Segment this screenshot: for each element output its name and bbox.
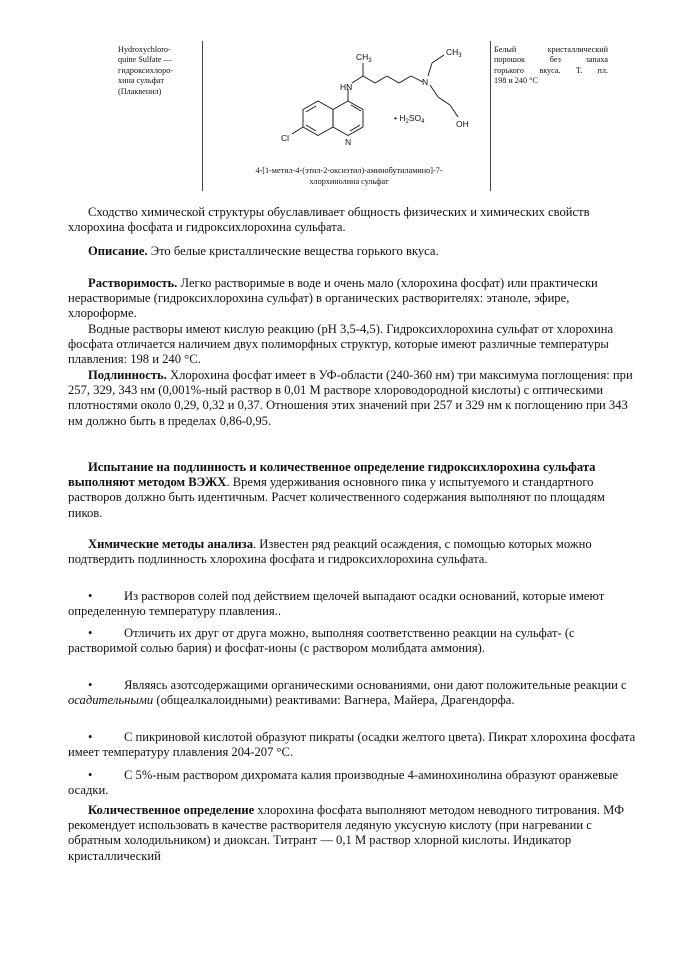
paragraph-solubility (68, 276, 640, 322)
list-item-emphasis: осадительными (68, 693, 154, 708)
compound-name-line: quine Sulfate — (118, 55, 172, 65)
hydroxyl-label: OH (456, 119, 469, 129)
text-description: Это белые кристаллические вещества горького вкуса. (147, 244, 439, 258)
heading-description: Описание. (88, 244, 148, 258)
text-chemical-methods: . Известен ряд реакций осаждения, с помощью которых можно подтвердить подлинность хлорохина фосфата и гидроксихлорохина сульфата. (68, 537, 592, 567)
list-item (68, 626, 640, 656)
paragraph-description (68, 244, 640, 259)
bullet-icon: • (88, 626, 93, 640)
heading-chemical-methods: Химические методы анализа (88, 537, 253, 551)
compound-name-line: хина сульфат (118, 76, 164, 86)
structure-caption (206, 165, 492, 187)
list-item-text: С 5%-ным раствором дихромата калия производные 4-аминохинолина образуют оранжевые осадки. (68, 768, 619, 798)
list-item (68, 589, 640, 619)
heading-assay: Количественное определение (88, 803, 255, 817)
list-item-text: (общеалкалоидными) реактивами: Вагнера, Майера, Драгендорфа. (153, 693, 515, 708)
text-solubility: Легко растворимые в воде и очень мало (хлорохина фосфат) или практически нерастворимые (гидроксихлорохина сульфат) в органических растворителях: этаноле, эфире, хлороформе. (68, 276, 598, 321)
paragraph-assay (68, 803, 640, 864)
compound-name-line: Hydroxychloro- (118, 45, 171, 54)
sulfate-label: • $H_2SO_4$ (394, 113, 425, 125)
list-item (68, 678, 640, 708)
amine-label: HN (340, 82, 353, 92)
list-item-text: Из растворов солей под действием щелочей выпадают осадки оснований, которые имеют определенную температуру плавления.. (68, 589, 605, 619)
paragraph-chemical-methods (68, 537, 640, 567)
caption-line: 4-[1-метил-4-(этил-2-оксиэтил)-аминобутиламино]-7- (255, 166, 443, 175)
description-line: 198 и 240 °С (494, 76, 538, 86)
list-item (68, 768, 640, 798)
bullet-icon: • (88, 730, 93, 744)
description-line: Белый кристаллический (494, 45, 608, 54)
table-divider-left (202, 41, 203, 191)
list-item-text: Отличить их друг от друга можно, выполняя соответственно реакции на сульфат- (с растворимой солью бария) и фосфат-ионы (с раствором молибдата аммония). (68, 626, 575, 656)
structural-formula (206, 41, 488, 161)
chlorine-label: Cl (281, 133, 290, 143)
paragraph-hplc (68, 460, 640, 521)
heading-identity: Подлинность. (88, 368, 167, 382)
list-item-text: Являясь азотсодержащими органическими основаниями, они дают положительные реакции с (124, 678, 627, 692)
list-item-text: С пикриновой кислотой образуют пикраты (осадки желтого цвета). Пикрат хлорохина фосфата имеет температуру плавления 204-207 °С. (68, 730, 636, 760)
compound-table (114, 41, 612, 191)
list-item (68, 730, 640, 760)
paragraph-identity (68, 368, 640, 429)
paragraph-aqueous: Водные растворы имеют кислую реакцию (рН 3,5-4,5). Гидроксихлорохина сульфат от хлорохина фосфата отличается наличием двух полиморфных структур, которые имеют различные температуры плавления: 198 и 240 °С. (68, 322, 614, 367)
methyl-label-top: $CH_3$ (446, 47, 462, 59)
text-assay: хлорохина фосфата выполняют методом неводного титрования. МФ рекомендует использовать в качестве растворителя ледяную уксусную кислоту (при нагревании с обратным холодильником) и диоксан. Титрант — 0,1 М раствор хлорной кислоты. Индикатор кристаллический (68, 803, 625, 863)
compound-name-line: (Плаквенил) (118, 86, 162, 96)
description-line: горького вкуса. Т. пл. (494, 65, 608, 75)
bullet-icon: • (88, 589, 93, 603)
description-line: порошок без запаха (494, 55, 608, 65)
compound-name-line: гидроксихлоро- (118, 65, 174, 75)
caption-line: хлорхинолина сульфат (309, 177, 389, 186)
methyl-label-mid: $CH_3$ (356, 52, 372, 64)
text-hplc: . Время удерживания основного пика у испытуемого и стандартного растворов должно быть идентичным. Расчет количественного содержания выполняют по площадям пиков. (68, 475, 605, 520)
heading-hplc: Испытание на подлинность и количественное определение гидроксихлорохина сульфата выполняют методом ВЭЖХ (68, 460, 596, 490)
bullet-icon: • (88, 768, 93, 782)
text-identity: Хлорохина фосфат имеет в УФ-области (240-360 нм) три максимума поглощения: при 257, 329, 343 нм (0,001%-ный раствор в 0,01 М растворе хлороводородной кислоты) с оптическими плотностями около 0,29, 0,32 и 0,37. Отношения этих значений при 257 и 329 нм к поглощению при 343 нм должно быть в пределах 0,86-0,95. (68, 368, 633, 428)
compound-name-cell (118, 45, 200, 97)
compound-description-cell (494, 45, 608, 87)
heading-solubility: Растворимость. (88, 276, 178, 290)
bullet-icon: • (88, 678, 93, 692)
tertiary-nitrogen-label: N (422, 77, 429, 87)
paragraph-similarity: Сходство химической структуры обуславливает общность физических и химических свойств хлорохина фосфата и гидроксихлорохина сульфата. (68, 205, 590, 235)
ring-nitrogen-label: N (345, 137, 352, 147)
